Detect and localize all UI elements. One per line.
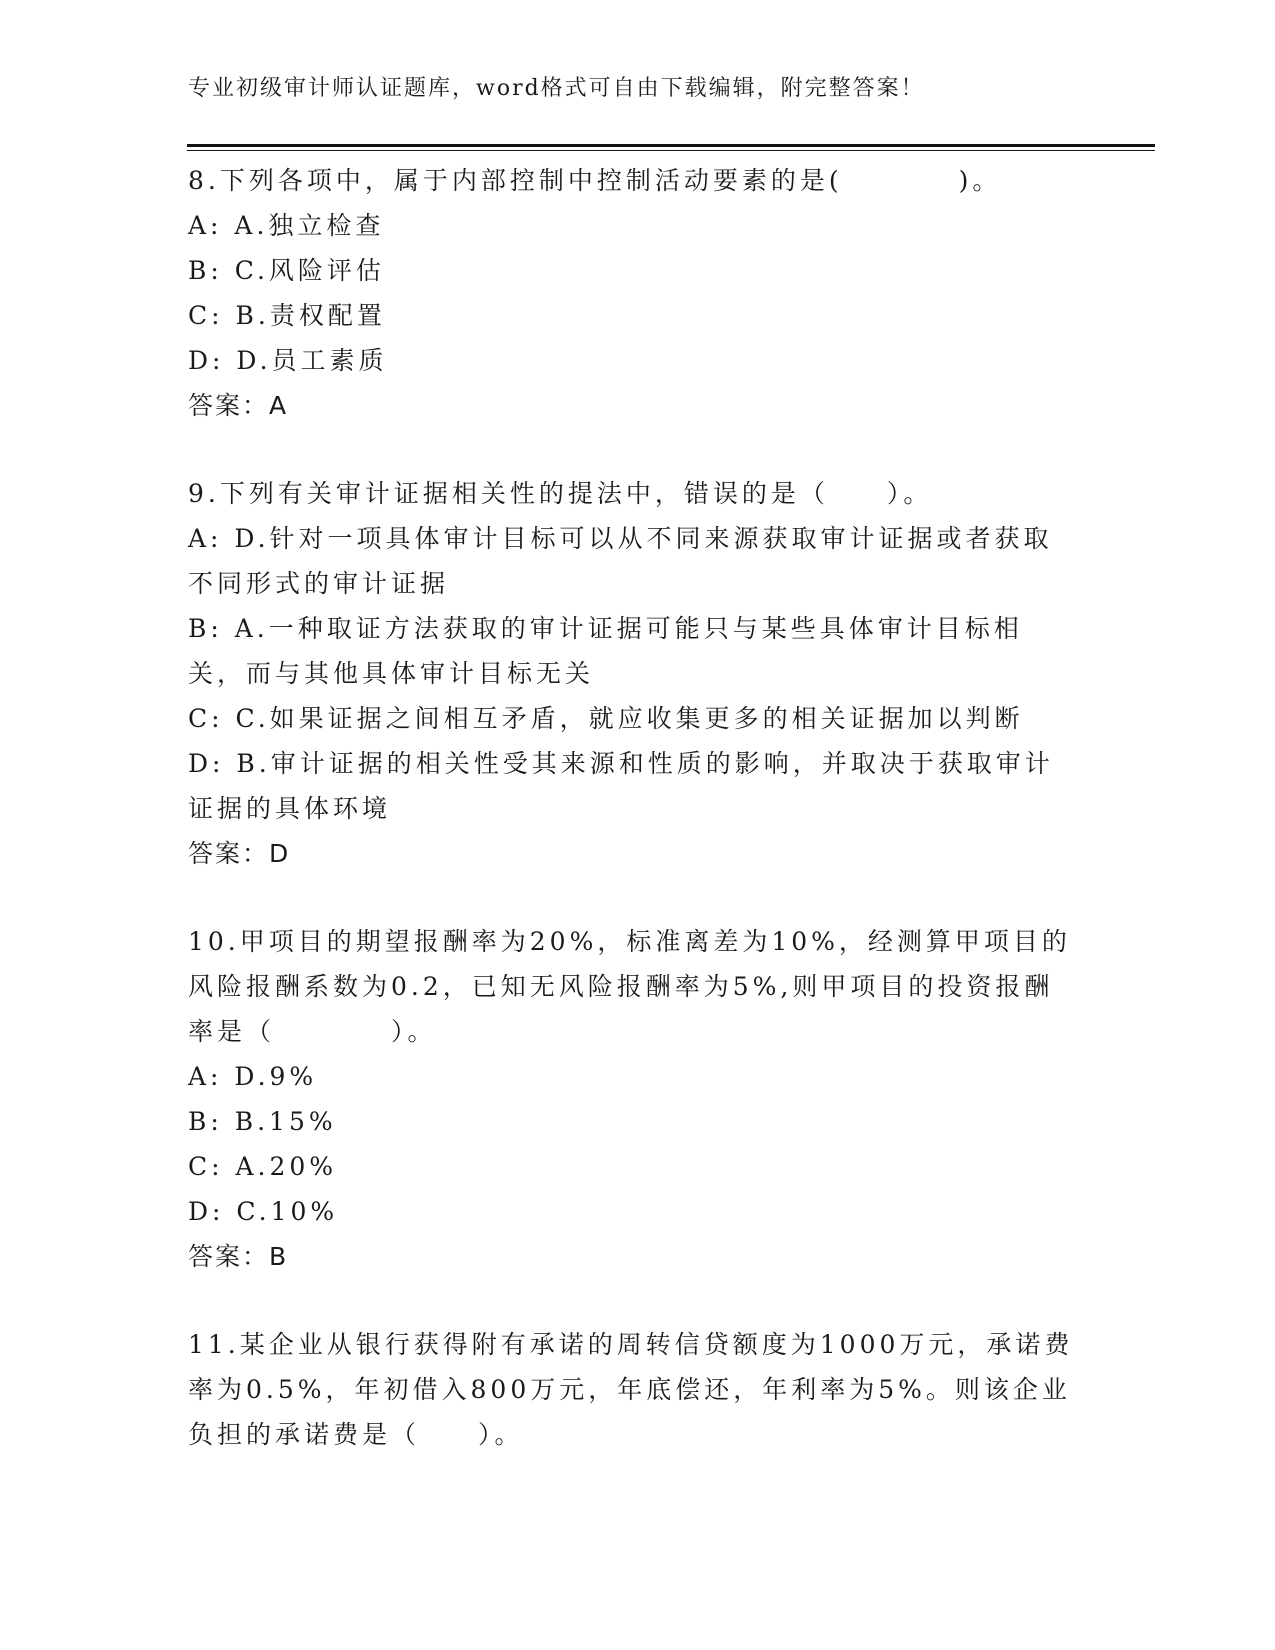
- option-b: B: B.15%: [188, 1107, 337, 1136]
- question-11: [188, 1322, 1078, 1457]
- question-10: [188, 919, 1078, 1280]
- option-a: A: D.针对一项具体审计目标可以从不同来源获取审计证据或者获取不同形式的审计证据: [188, 524, 1053, 598]
- question-stem: 9.下列有关审计证据相关性的提法中，错误的是（ ）。: [188, 479, 933, 508]
- option-d: D: B.审计证据的相关性受其来源和性质的影响，并取决于获取审计证据的具体环境: [188, 749, 1054, 823]
- question-8: [188, 158, 1078, 429]
- question-list: [188, 158, 1078, 1499]
- answer: 答案：B: [188, 1242, 289, 1271]
- option-b: B: A.一种取证方法获取的审计证据可能只与某些具体审计目标相关，而与其他具体审计目标无关: [188, 614, 1023, 688]
- header-rule-thick: [187, 144, 1155, 147]
- question-9: [188, 471, 1078, 877]
- question-stem: 10.甲项目的期望报酬率为20%，标准离差为10%，经测算甲项目的风险报酬系数为0.2，已知无风险报酬率为5%,则甲项目的投资报酬率是（ ）。: [188, 927, 1071, 1046]
- option-c: C: A.20%: [188, 1152, 338, 1181]
- option-a: A: A.独立检查: [188, 211, 385, 240]
- answer: 答案：A: [188, 391, 289, 420]
- question-stem: 11.某企业从银行获得附有承诺的周转信贷额度为1000万元，承诺费率为0.5%，年初借入800万元，年底偿还，年利率为5%。则该企业负担的承诺费是（ ）。: [188, 1330, 1074, 1449]
- option-c: C: C.如果证据之间相互矛盾，就应收集更多的相关证据加以判断: [188, 704, 1024, 733]
- option-d: D: D.员工素质: [188, 346, 388, 375]
- answer: 答案：D: [188, 839, 291, 868]
- option-c: C: B.责权配置: [188, 301, 386, 330]
- header-rule-thin: [187, 150, 1155, 151]
- question-stem: 8.下列各项中，属于内部控制中控制活动要素的是( )。: [188, 166, 1002, 195]
- option-d: D: C.10%: [188, 1197, 339, 1226]
- page-header: 专业初级审计师认证题库，word格式可自由下载编辑，附完整答案！: [188, 76, 925, 101]
- option-a: A: D.9%: [188, 1062, 318, 1091]
- option-b: B: C.风险评估: [188, 256, 385, 285]
